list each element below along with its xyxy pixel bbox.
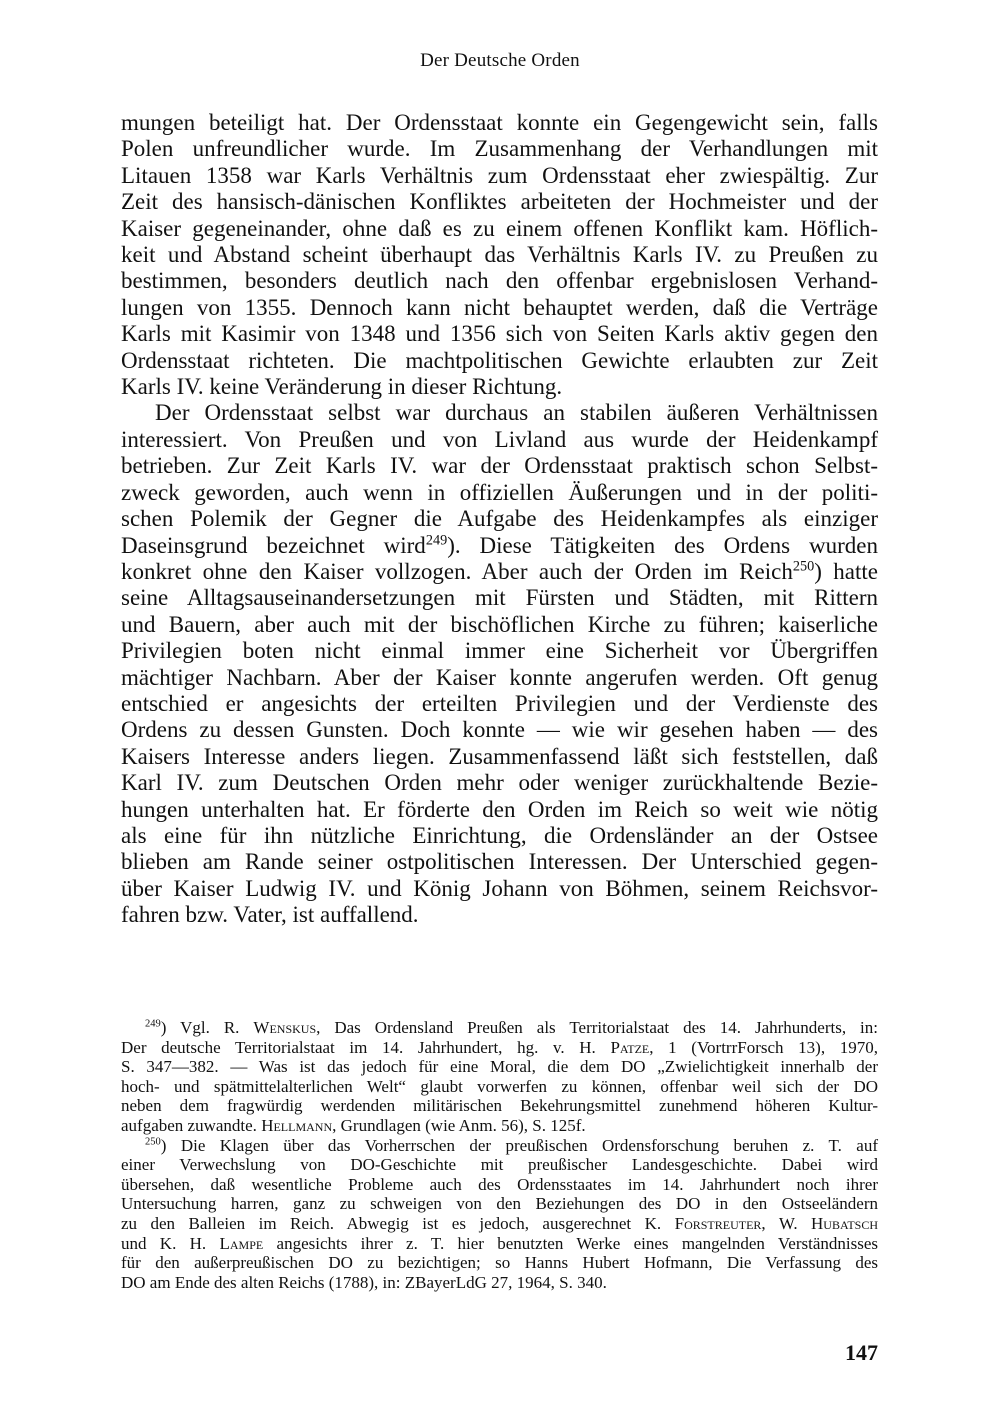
- text-line: [121, 559, 878, 585]
- text-segment: konkret ohne den Kaiser vollzogen. Aber auch der Orden im Reich: [121, 558, 793, 584]
- text-line: keit und Abstand scheint überhaupt das Verhältnis Karls IV. zu Preußen zu: [121, 242, 878, 268]
- running-head: Der Deutsche Orden: [420, 50, 580, 71]
- text-segment: , 1 (VortrrForsch 13), 1970,: [649, 1037, 878, 1057]
- text-segment: aufgaben zuwandte.: [121, 1115, 262, 1135]
- footnote-ref-249[interactable]: 249: [425, 531, 448, 548]
- author-name: Forstreuter: [674, 1213, 762, 1233]
- text-line: Zeit des hansisch-dänischen Konfliktes arbeiteten der Hochmeister und der: [121, 189, 878, 215]
- text-line: und Bauern, aber auch mit der bischöflichen Kirche zu führen; kaiserliche: [121, 611, 878, 637]
- footnote-line: [121, 1234, 878, 1254]
- author-name: Wenskus: [253, 1018, 317, 1037]
- text-line: mächtiger Nachbarn. Aber der Kaiser konnte angerufen werden. Oft genug: [121, 664, 878, 690]
- footnote-ref-250[interactable]: 250: [792, 558, 815, 575]
- text-segment: zu den Balleien im Reich. Abwegig ist es jedoch, ausgerechnet K.: [121, 1213, 675, 1233]
- text-segment: , Grundlagen (wie Anm. 56), S. 125f.: [332, 1115, 586, 1135]
- footnote-line: einer Verwechslung von DO-Geschichte mit preußischer Landesgeschichte. Dabei wird: [121, 1155, 878, 1175]
- footnote-line: S. 347—382. — Was ist das jedoch für eine Moral, die dem DO „Zwielichtigkeit innerhalb der: [121, 1057, 878, 1077]
- text-line: Karl IV. zum Deutschen Orden mehr oder weniger zurückhaltende Bezie-: [121, 770, 878, 796]
- text-line: lungen von 1355. Dennoch kann nicht behauptet werden, daß die Verträge: [121, 294, 878, 320]
- text-segment: und K. H.: [121, 1233, 220, 1253]
- footnote-250: [121, 1136, 878, 1293]
- footnote-line: übersehen, daß wesentliche Probleme auch des Ordensstaates im 14. Jahrhundert noch ihrer: [121, 1174, 878, 1194]
- text-line: über Kaiser Ludwig IV. und König Johann von Böhmen, seinem Reichsvor-: [121, 875, 878, 901]
- text-line: Ordensstaat richteten. Die machtpolitischen Gewichte erlaubten zur Zeit: [121, 347, 878, 373]
- text-line: zweck geworden, auch wenn in offiziellen Äußerungen und in der politi-: [121, 479, 878, 505]
- text-line: Kaisers Interesse anders liegen. Zusammenfassend läßt sich feststellen, daß: [121, 743, 878, 769]
- footnote-line: hoch- und spätmittelalterlichen Welt“ glaubt vorwerfen zu können, offenbar weil sich der DO: [121, 1076, 878, 1096]
- footnote-marker: 250: [145, 1135, 161, 1147]
- text-segment: , W.: [761, 1213, 812, 1233]
- text-line: Polen unfreundlicher wurde. Im Zusammenhang der Verhandlungen mit: [121, 136, 878, 162]
- text-line: blieben am Rande seiner ostpolitischen Interessen. Der Unterschied gegen-: [121, 849, 878, 875]
- footnotes: [121, 1018, 878, 1292]
- text-line: fahren bzw. Vater, ist auffallend.: [121, 902, 419, 928]
- text-line: Ordens zu dessen Gunsten. Doch konnte — wie wir gesehen haben — des: [121, 717, 878, 743]
- text-line: mungen beteiligt hat. Der Ordensstaat konnte ein Gegengewicht sein, falls: [121, 110, 878, 135]
- author-name: Lampe: [219, 1233, 264, 1253]
- text-line: seine Alltagsauseinandersetzungen mit Fürsten und Städten, mit Rittern: [121, 585, 878, 611]
- footnote-249: [121, 1018, 878, 1136]
- text-segment: Daseinsgrund bezeichnet wird: [121, 532, 426, 558]
- footnote-line: [121, 1038, 878, 1058]
- author-name: Hubatsch: [811, 1213, 878, 1233]
- text-line: Privilegien boten nicht einmal immer eine Sicherheit vor Übergriffen: [121, 638, 878, 664]
- text-line: [121, 533, 878, 559]
- footnote-line: neben dem fragwürdig werdenden militärischen Bekehrungsmittel zunehmend höheren Kultur-: [121, 1096, 878, 1116]
- paragraph-1: [121, 110, 878, 400]
- text-line: betrieben. Zur Zeit Karls IV. war der Ordensstaat praktisch schon Selbst-: [121, 453, 878, 479]
- footnote-line: [121, 1018, 878, 1038]
- text-segment: ) Vgl. R.: [160, 1018, 254, 1037]
- footnote-line: [121, 1214, 878, 1234]
- footnote-marker: 249: [145, 1018, 161, 1030]
- text-line: Karls IV. keine Veränderung in dieser Richtung.: [121, 374, 563, 400]
- author-name: Patze: [610, 1037, 650, 1057]
- text-line: bestimmen, besonders deutlich nach den offenbar ergebnislosen Verhand-: [121, 268, 878, 294]
- page-number: 147: [845, 1340, 878, 1365]
- footnote-line: [121, 1116, 878, 1136]
- paragraph-2: [121, 400, 878, 928]
- main-text: [121, 110, 878, 929]
- text-line: hungen unterhalten hat. Er förderte den Orden im Reich so weit wie nötig: [121, 796, 878, 822]
- text-line: als eine für ihn nützliche Einrichtung, die Ordensländer an der Ostsee: [121, 822, 878, 848]
- text-line: Der Ordensstaat selbst war durchaus an stabilen äußeren Verhältnissen: [155, 400, 878, 426]
- text-line: interessiert. Von Preußen und von Livland aus wurde der Heidenkampf: [121, 426, 878, 452]
- footnote-line: für den außerpreußischen DO zu bezichtigen; so Hanns Hubert Hofmann, Die Verfassung des: [121, 1253, 878, 1273]
- text-line: Litauen 1358 war Karls Verhältnis zum Ordensstaat eher zwiespältig. Zur: [121, 162, 878, 188]
- text-line: Kaiser gegeneinander, ohne daß es zu einem offenen Konflikt kam. Höflich-: [121, 215, 878, 241]
- text-line: schen Polemik der Gegner die Aufgabe des Heidenkampfes als einziger: [121, 506, 878, 532]
- footnote-line: DO am Ende des alten Reichs (1788), in: ZBayerLdG 27, 1964, S. 340.: [121, 1272, 607, 1292]
- text-segment: ) Die Klagen über das Vorherrschen der preußischen Ordensforschung beruhen z. T. auf: [160, 1135, 878, 1155]
- text-segment: ). Diese Tätigkeiten des Ordens wurden: [447, 532, 878, 558]
- text-line: Karls mit Kasimir von 1348 und 1356 sich von Seiten Karls aktiv gegen den: [121, 321, 878, 347]
- footnote-line: [121, 1136, 878, 1156]
- text-line: entschied er angesichts der erteilten Privilegien und der Verdienste des: [121, 690, 878, 716]
- text-segment: Der deutsche Territorialstaat im 14. Jahrhundert, hg. v. H.: [121, 1037, 611, 1057]
- text-segment: angesichts ihrer z. T. hier benutzten Werke eines mangelnden Verständnisses: [263, 1233, 878, 1253]
- author-name: Hellmann: [261, 1115, 333, 1135]
- footnote-line: Untersuchung harren, ganz zu schweigen von den Beziehungen des DO in den Ostseeländern: [121, 1194, 878, 1214]
- text-segment: ) hatte: [814, 558, 878, 584]
- text-segment: , Das Ordensland Preußen als Territorialstaat des 14. Jahrhunderts, in:: [316, 1018, 878, 1037]
